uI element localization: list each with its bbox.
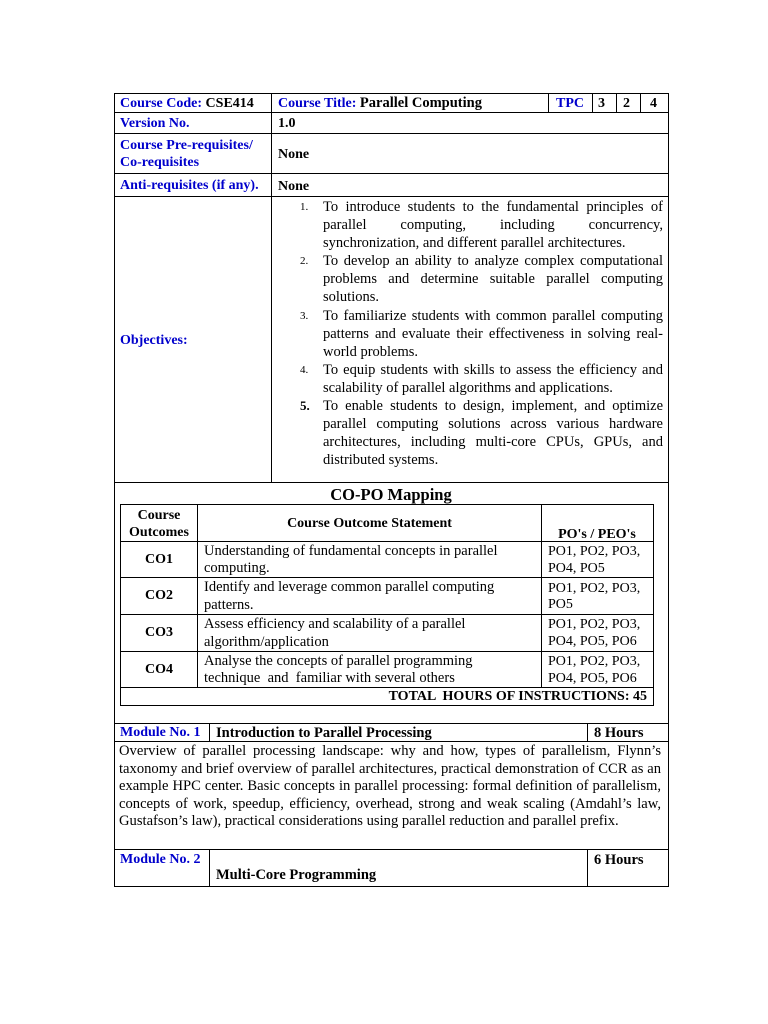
co2-statement-line1: Identify and leverage common parallel computing — [204, 579, 495, 595]
co3-pos-line2: PO4, PO5, PO6 — [548, 634, 637, 649]
co3-statement-line1: Assess efficiency and scalability of a parallel — [204, 616, 466, 632]
co1-statement-line2: computing. — [204, 560, 270, 576]
co1-pos-line1: PO1, PO2, PO3, — [548, 544, 641, 559]
version-value: 1.0 — [278, 116, 296, 131]
co2-pos-line2: PO5 — [548, 597, 573, 612]
objective-item: 3. To familiarize students with common parallel computing patterns and evaluate their effectiveness in solving real-world problems. — [300, 307, 663, 360]
course-title-label: Course Title: — [278, 96, 357, 111]
objective-item: 5. To enable students to design, implement, and optimize parallel computing solutions across various hardware architectures, including multi-core CPUs, GPUs, and distributed systems. — [300, 398, 663, 469]
module1-title: Introduction to Parallel Processing — [216, 725, 432, 741]
co1-code: CO1 — [145, 552, 173, 567]
antireq-label: Anti-requisites (if any). — [120, 178, 259, 193]
copo-col-pos: PO's / PEO's — [558, 527, 636, 542]
module2-title: Multi-Core Programming — [216, 867, 377, 883]
co4-pos-line1: PO1, PO2, PO3, — [548, 654, 641, 669]
co3-code: CO3 — [145, 625, 173, 640]
objective-item: 2. To develop an ability to analyze complex computational problems and determine suitable parallel computing solutions. — [300, 253, 663, 306]
antireq-value: None — [278, 179, 310, 194]
prereq-label-line1: Course Pre-requisites/ — [120, 138, 253, 153]
objectives-label: Objectives: — [120, 333, 188, 348]
module1-hours: 8 Hours — [594, 725, 644, 741]
copo-col-outcomes-line1: Course — [137, 508, 181, 523]
co4-code: CO4 — [145, 662, 173, 677]
copo-heading: CO-PO Mapping — [330, 485, 452, 504]
copo-col-outcomes-line2: Outcomes — [129, 525, 189, 540]
objective-item: 1. To introduce students to the fundamental principles of parallel computing, including concurrency, synchronization, and different parallel architectures. — [300, 199, 663, 252]
module1-description: Overview of parallel processing landscape: why and how, types of parallelism, Flynn’s taxonomy and brief overview of parallel architectures, practical demonstration of CCR as an example HPC center. Basic concepts in parallel processing: formal definition of parallelism, concepts of work, speedup, efficiency, overhead, strong and weak scaling (Amdahl’s law, Gustafson’s law), practical considerations using parallel reduction and parallel prefix. — [119, 743, 661, 830]
co2-statement-line2: patterns. — [204, 597, 254, 613]
co1-pos-line2: PO4, PO5 — [548, 561, 605, 576]
tpc-credits: 4 — [650, 96, 657, 111]
co4-pos-line2: PO4, PO5, PO6 — [548, 671, 637, 686]
co4-statement-line1: Analyse the concepts of parallel programming — [204, 653, 473, 669]
co3-statement-line2: algorithm/application — [204, 634, 329, 650]
objective-item: 4. To equip students with skills to assess the efficiency and scalability of parallel algorithms and applications. — [300, 361, 663, 396]
co4-statement-line2: technique and familiar with several others — [204, 670, 455, 686]
tpc-practical: 2 — [623, 96, 630, 111]
course-code-label: Course Code: — [120, 96, 203, 111]
module2-hours: 6 Hours — [594, 852, 644, 868]
version-label: Version No. — [120, 116, 190, 131]
prereq-value: None — [278, 147, 310, 162]
total-hours: TOTAL HOURS OF INSTRUCTIONS: 45 — [388, 689, 647, 704]
tpc-label: TPC — [556, 96, 584, 111]
module2-label: Module No. 2 — [120, 852, 201, 867]
course-code-value: CSE414 — [205, 96, 254, 111]
copo-col-statement: Course Outcome Statement — [287, 516, 452, 531]
course-title-value: Parallel Computing — [359, 95, 482, 111]
co2-pos-line1: PO1, PO2, PO3, — [548, 581, 641, 596]
module1-label: Module No. 1 — [120, 725, 201, 740]
course-code-field — [120, 95, 254, 112]
course-title-field — [278, 95, 482, 112]
co2-code: CO2 — [145, 588, 173, 603]
tpc-theory: 3 — [598, 96, 605, 111]
co3-pos-line1: PO1, PO2, PO3, — [548, 617, 641, 632]
objectives-list — [300, 198, 663, 469]
co1-statement-line1: Understanding of fundamental concepts in parallel — [204, 543, 498, 559]
prereq-label-line2: Co-requisites — [120, 155, 200, 170]
